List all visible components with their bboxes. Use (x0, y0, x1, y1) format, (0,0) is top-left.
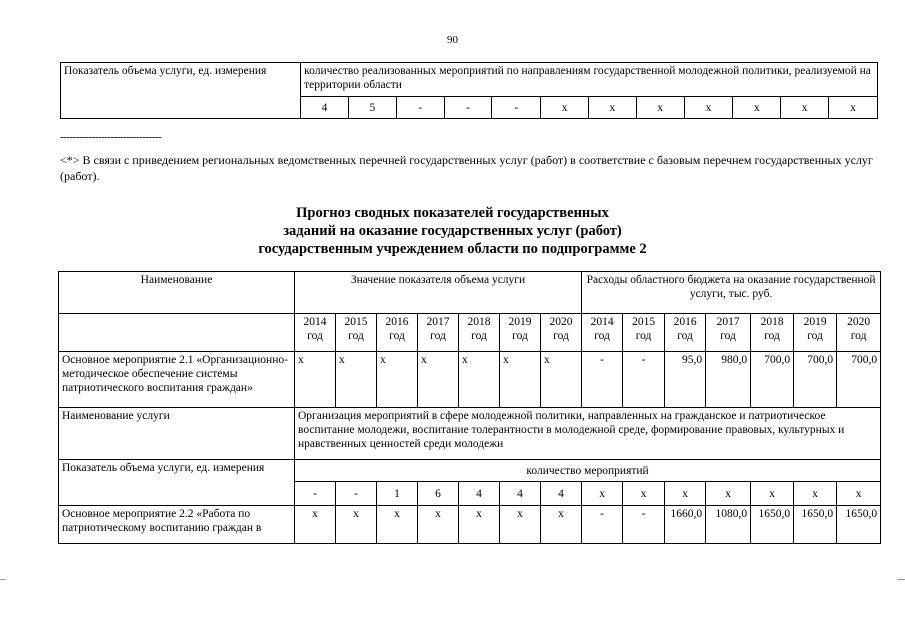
page-edge-mark (897, 579, 905, 580)
year-unit: год (430, 330, 446, 342)
year-header (751, 314, 794, 352)
year-label: 2014 (590, 316, 614, 328)
top-indicator-table (60, 62, 878, 119)
top-value-cell: x (733, 97, 781, 119)
table-row (59, 506, 881, 544)
volume-cell: x (336, 352, 377, 408)
empty-cell (59, 314, 295, 352)
top-value-cell: x (589, 97, 637, 119)
volume-cell: x (377, 352, 418, 408)
year-header (500, 314, 541, 352)
volume-cell: x (295, 506, 336, 544)
top-value-cell: x (541, 97, 589, 119)
top-value-cell: - (444, 97, 492, 119)
year-label: 2016 (673, 316, 697, 328)
volume-cell: x (336, 506, 377, 544)
expense-cell: 95,0 (665, 352, 706, 408)
service-description: Организация мероприятий в сфере молодежной политики, направленных на гражданское и патриотическое воспитание молодежи, воспитание толерантности в молодежной среде, формирование правовых, культурных и нравственных ценностей среди молодежи (295, 408, 881, 460)
expense-cell: 700,0 (794, 352, 837, 408)
year-label: 2017 (716, 316, 740, 328)
year-unit: год (348, 330, 364, 342)
volume-cell: - (295, 482, 336, 506)
year-unit: год (594, 330, 610, 342)
top-value-cell: 4 (301, 97, 349, 119)
expense-cell: 700,0 (837, 352, 881, 408)
table-row (59, 352, 881, 408)
year-label: 2020 (847, 316, 871, 328)
expense-cell: x (623, 482, 665, 506)
expense-cell: 1660,0 (665, 506, 706, 544)
volume-cell: 4 (459, 482, 500, 506)
forecast-table (58, 271, 881, 544)
year-label: 2019 (803, 316, 827, 328)
year-unit: год (307, 330, 323, 342)
table-row (59, 408, 881, 460)
year-header (377, 314, 418, 352)
volume-cell: 1 (377, 482, 418, 506)
heading-line: Прогноз сводных показателей государственных (296, 205, 609, 221)
expense-cell: 1650,0 (794, 506, 837, 544)
year-header (794, 314, 837, 352)
top-value-cell: - (396, 97, 444, 119)
year-header (541, 314, 582, 352)
expense-cell: 1650,0 (837, 506, 881, 544)
volume-cell: x (377, 506, 418, 544)
expense-cell: x (837, 482, 881, 506)
expense-cell: x (794, 482, 837, 506)
year-unit: год (764, 330, 780, 342)
year-header (295, 314, 336, 352)
years-row (59, 314, 881, 352)
table-row (59, 460, 881, 482)
year-label: 2017 (426, 316, 450, 328)
volume-cell: x (500, 352, 541, 408)
event-2-1-name: Основное мероприятие 2.1 «Организационно-методическое обеспечение системы патриотического воспитания граждан» (59, 352, 295, 408)
year-label: 2015 (344, 316, 368, 328)
top-value-cell: x (781, 97, 829, 119)
heading-line: государственным учреждением области по подпрограмме 2 (258, 241, 647, 257)
expense-cell: x (665, 482, 706, 506)
year-label: 2016 (385, 316, 409, 328)
page-edge-mark (0, 579, 6, 580)
expense-cell: - (623, 352, 665, 408)
volume-cell: 6 (418, 482, 459, 506)
header-volume: Значение показателя объема услуги (295, 272, 582, 314)
year-header (582, 314, 623, 352)
year-header (623, 314, 665, 352)
top-indicator-description: количество реализованных мероприятий по направлениям государственной молодежной политики, реализуемой на территории области (301, 63, 878, 97)
year-unit: год (512, 330, 528, 342)
top-value-cell: - (492, 97, 541, 119)
year-unit: год (807, 330, 823, 342)
expense-cell: 980,0 (706, 352, 751, 408)
expense-cell: - (582, 352, 623, 408)
expense-cell: x (706, 482, 751, 506)
year-header (706, 314, 751, 352)
volume-cell: x (459, 352, 500, 408)
volume-cell: x (418, 352, 459, 408)
volume-cell: x (295, 352, 336, 408)
year-label: 2018 (760, 316, 784, 328)
year-header (459, 314, 500, 352)
year-label: 2019 (508, 316, 532, 328)
expense-cell: 1080,0 (706, 506, 751, 544)
expense-cell: x (751, 482, 794, 506)
header-expenses: Расходы областного бюджета на оказание государственной услуги, тыс. руб. (582, 272, 881, 314)
volume-cell: - (336, 482, 377, 506)
volume-cell: 4 (541, 482, 582, 506)
top-value-cell: x (636, 97, 684, 119)
indicator-label: Показатель объема услуги, ед. измерения (59, 460, 295, 506)
indicator-unit: количество мероприятий (295, 460, 881, 482)
volume-cell: x (459, 506, 500, 544)
year-unit: год (635, 330, 652, 342)
expense-cell: - (582, 506, 623, 544)
top-indicator-label: Показатель объема услуги, ед. измерения (61, 63, 301, 119)
year-label: 2020 (549, 316, 573, 328)
year-unit: год (389, 330, 405, 342)
year-unit: год (553, 330, 569, 342)
year-unit: год (720, 330, 736, 342)
top-value-cell: 5 (348, 97, 396, 119)
year-label: 2014 (303, 316, 327, 328)
year-unit: год (850, 330, 867, 342)
expense-cell: - (623, 506, 665, 544)
section-heading (0, 204, 905, 258)
volume-cell: x (418, 506, 459, 544)
page-number: 90 (447, 34, 458, 46)
top-value-cell: x (829, 97, 878, 119)
volume-cell: x (541, 352, 582, 408)
volume-cell: x (500, 506, 541, 544)
event-2-2-name: Основное мероприятие 2.2 «Работа по патриотическому воспитанию граждан в (59, 506, 295, 544)
footnote-separator: -------------------------------- (60, 131, 162, 143)
year-header (336, 314, 377, 352)
service-label: Наименование услуги (59, 408, 295, 460)
expense-cell: 1650,0 (751, 506, 794, 544)
expense-cell: 700,0 (751, 352, 794, 408)
volume-cell: x (541, 506, 582, 544)
top-value-cell: x (684, 97, 733, 119)
year-unit: год (471, 330, 487, 342)
year-label: 2018 (467, 316, 491, 328)
year-header (837, 314, 881, 352)
year-header (665, 314, 706, 352)
year-label: 2015 (632, 316, 656, 328)
year-unit: год (677, 330, 693, 342)
year-header (418, 314, 459, 352)
heading-line: заданий на оказание государственных услуг (работ) (283, 223, 622, 239)
expense-cell: x (582, 482, 623, 506)
header-name: Наименование (59, 272, 295, 314)
volume-cell: 4 (500, 482, 541, 506)
footnote: <*> В связи с приведением региональных ведомственных перечней государственных услуг (работ) в соответствие с базовым перечнем государственных услуг (работ). (60, 153, 873, 183)
